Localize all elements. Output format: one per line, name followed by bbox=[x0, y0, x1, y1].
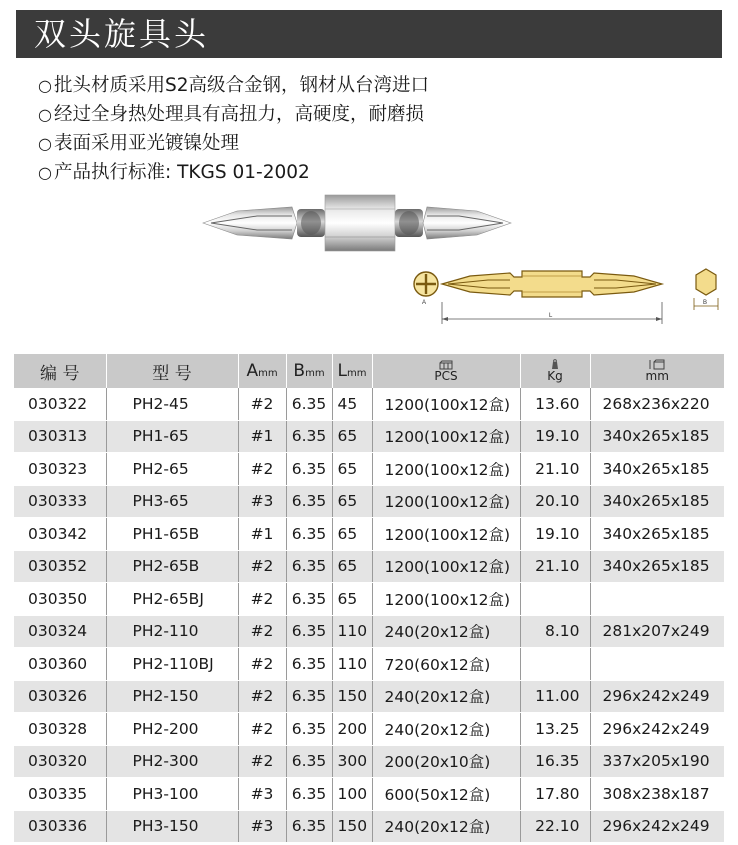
table-row bbox=[14, 615, 724, 648]
cell-model: PH3-150 bbox=[106, 810, 238, 843]
label-a: A bbox=[422, 300, 427, 306]
header-box: mm bbox=[590, 354, 724, 388]
cell-code: 030322 bbox=[14, 388, 106, 420]
cell-a-size: #3 bbox=[238, 778, 286, 811]
cell-a-size: #2 bbox=[238, 583, 286, 616]
cell-length: 110 bbox=[332, 615, 372, 648]
cell-code: 030323 bbox=[14, 453, 106, 486]
cell-weight bbox=[520, 648, 590, 681]
page-title: 双头旋具头 bbox=[34, 15, 210, 53]
cell-code: 030335 bbox=[14, 778, 106, 811]
cell-carton-size: 281x207x249 bbox=[590, 615, 724, 648]
bit-dimension-diagram bbox=[410, 262, 730, 332]
header-kg: Kg bbox=[520, 354, 590, 388]
feature-item bbox=[38, 74, 429, 103]
cell-pcs: 240(20x12盒) bbox=[372, 680, 520, 713]
label-l: L bbox=[549, 313, 553, 319]
cell-pcs: 1200(100x12盒) bbox=[372, 583, 520, 616]
cell-weight: 8.10 bbox=[520, 615, 590, 648]
cell-weight: 19.10 bbox=[520, 420, 590, 453]
cell-model: PH2-110 bbox=[106, 615, 238, 648]
table-row bbox=[14, 680, 724, 713]
table-row bbox=[14, 648, 724, 681]
cell-length: 65 bbox=[332, 518, 372, 551]
feature-list bbox=[38, 74, 429, 190]
cell-length: 65 bbox=[332, 550, 372, 583]
cell-model: PH2-110BJ bbox=[106, 648, 238, 681]
cell-b-size: 6.35 bbox=[286, 485, 332, 518]
circle-bullet-icon: ○ bbox=[38, 76, 52, 95]
cell-carton-size bbox=[590, 583, 724, 616]
cell-b-size: 6.35 bbox=[286, 550, 332, 583]
cell-a-size: #2 bbox=[238, 713, 286, 746]
hex-end-icon bbox=[696, 269, 716, 295]
cell-carton-size: 296x242x249 bbox=[590, 713, 724, 746]
cell-pcs: 240(20x12盒) bbox=[372, 810, 520, 843]
cell-b-size: 6.35 bbox=[286, 713, 332, 746]
table-row bbox=[14, 420, 724, 453]
cell-carton-size: 308x238x187 bbox=[590, 778, 724, 811]
cell-a-size: #2 bbox=[238, 388, 286, 420]
cell-carton-size: 296x242x249 bbox=[590, 810, 724, 843]
cell-model: PH2-45 bbox=[106, 388, 238, 420]
cell-weight: 13.25 bbox=[520, 713, 590, 746]
cell-pcs: 720(60x12盒) bbox=[372, 648, 520, 681]
label-b: B bbox=[703, 300, 708, 306]
cell-code: 030333 bbox=[14, 485, 106, 518]
cell-carton-size: 268x236x220 bbox=[590, 388, 724, 420]
cell-carton-size: 296x242x249 bbox=[590, 680, 724, 713]
cell-b-size: 6.35 bbox=[286, 680, 332, 713]
cell-pcs: 200(20x10盒) bbox=[372, 745, 520, 778]
cell-b-size: 6.35 bbox=[286, 453, 332, 486]
cell-length: 150 bbox=[332, 810, 372, 843]
cell-length: 65 bbox=[332, 583, 372, 616]
feature-item bbox=[38, 132, 429, 161]
cell-model: PH2-65 bbox=[106, 453, 238, 486]
box-stack-icon bbox=[439, 360, 453, 370]
cell-code: 030360 bbox=[14, 648, 106, 681]
cell-a-size: #2 bbox=[238, 648, 286, 681]
cell-length: 110 bbox=[332, 648, 372, 681]
cell-length: 200 bbox=[332, 713, 372, 746]
cell-weight: 16.35 bbox=[520, 745, 590, 778]
cell-length: 100 bbox=[332, 778, 372, 811]
header-pcs: PCS bbox=[372, 354, 520, 388]
cell-pcs: 1200(100x12盒) bbox=[372, 453, 520, 486]
cell-pcs: 1200(100x12盒) bbox=[372, 388, 520, 420]
cell-code: 030313 bbox=[14, 420, 106, 453]
cell-code: 030336 bbox=[14, 810, 106, 843]
feature-text: 经过全身热处理具有高扭力，高硬度，耐磨损 bbox=[53, 104, 424, 125]
spec-table bbox=[14, 354, 724, 843]
cell-b-size: 6.35 bbox=[286, 583, 332, 616]
cell-code: 030350 bbox=[14, 583, 106, 616]
cell-b-size: 6.35 bbox=[286, 518, 332, 551]
cell-weight: 21.10 bbox=[520, 550, 590, 583]
table-row bbox=[14, 583, 724, 616]
cell-carton-size: 340x265x185 bbox=[590, 420, 724, 453]
cell-a-size: #2 bbox=[238, 680, 286, 713]
cell-carton-size: 337x205x190 bbox=[590, 745, 724, 778]
cell-code: 030326 bbox=[14, 680, 106, 713]
table-row bbox=[14, 778, 724, 811]
double-bit-photo bbox=[197, 183, 517, 263]
cell-a-size: #2 bbox=[238, 745, 286, 778]
cell-pcs: 600(50x12盒) bbox=[372, 778, 520, 811]
cell-carton-size: 340x265x185 bbox=[590, 518, 724, 551]
cell-weight: 19.10 bbox=[520, 518, 590, 551]
cell-model: PH2-200 bbox=[106, 713, 238, 746]
cell-weight: 22.10 bbox=[520, 810, 590, 843]
cell-b-size: 6.35 bbox=[286, 388, 332, 420]
table-row bbox=[14, 810, 724, 843]
header-b: Bmm bbox=[286, 354, 332, 388]
cell-carton-size: 340x265x185 bbox=[590, 550, 724, 583]
circle-bullet-icon: ○ bbox=[38, 105, 52, 124]
table-header-row bbox=[14, 354, 724, 388]
cell-length: 300 bbox=[332, 745, 372, 778]
header-a: Amm bbox=[238, 354, 286, 388]
feature-item bbox=[38, 103, 429, 132]
cell-b-size: 6.35 bbox=[286, 745, 332, 778]
cell-a-size: #2 bbox=[238, 453, 286, 486]
cell-code: 030324 bbox=[14, 615, 106, 648]
table-row bbox=[14, 550, 724, 583]
table-row bbox=[14, 485, 724, 518]
header-l: Lmm bbox=[332, 354, 372, 388]
table-row bbox=[14, 388, 724, 420]
cell-pcs: 1200(100x12盒) bbox=[372, 518, 520, 551]
cell-a-size: #2 bbox=[238, 550, 286, 583]
feature-text: 批头材质采用S2高级合金钢，钢材从台湾进口 bbox=[53, 75, 429, 96]
cell-a-size: #3 bbox=[238, 810, 286, 843]
feature-text: 产品执行标准: TKGS 01-2002 bbox=[53, 162, 310, 183]
cell-model: PH1-65 bbox=[106, 420, 238, 453]
cell-a-size: #2 bbox=[238, 615, 286, 648]
cell-b-size: 6.35 bbox=[286, 810, 332, 843]
header-model: 型 号 bbox=[106, 354, 238, 388]
cell-model: PH2-65B bbox=[106, 550, 238, 583]
cell-model: PH2-65BJ bbox=[106, 583, 238, 616]
cell-model: PH3-100 bbox=[106, 778, 238, 811]
cell-weight: 20.10 bbox=[520, 485, 590, 518]
cell-model: PH2-300 bbox=[106, 745, 238, 778]
header-code: 编 号 bbox=[14, 354, 106, 388]
cell-pcs: 240(20x12盒) bbox=[372, 713, 520, 746]
cell-carton-size: 340x265x185 bbox=[590, 453, 724, 486]
cell-length: 65 bbox=[332, 485, 372, 518]
cell-b-size: 6.35 bbox=[286, 648, 332, 681]
cell-model: PH3-65 bbox=[106, 485, 238, 518]
cell-a-size: #3 bbox=[238, 485, 286, 518]
cell-pcs: 1200(100x12盒) bbox=[372, 550, 520, 583]
cell-b-size: 6.35 bbox=[286, 615, 332, 648]
cell-model: PH1-65B bbox=[106, 518, 238, 551]
cell-carton-size bbox=[590, 648, 724, 681]
cell-weight bbox=[520, 583, 590, 616]
cell-carton-size: 340x265x185 bbox=[590, 485, 724, 518]
cell-length: 45 bbox=[332, 388, 372, 420]
cell-code: 030328 bbox=[14, 713, 106, 746]
cell-code: 030320 bbox=[14, 745, 106, 778]
cell-b-size: 6.35 bbox=[286, 420, 332, 453]
table-row bbox=[14, 713, 724, 746]
cell-b-size: 6.35 bbox=[286, 778, 332, 811]
cell-length: 65 bbox=[332, 453, 372, 486]
table-row bbox=[14, 745, 724, 778]
table-row bbox=[14, 518, 724, 551]
cell-pcs: 1200(100x12盒) bbox=[372, 485, 520, 518]
cell-length: 65 bbox=[332, 420, 372, 453]
cell-a-size: #1 bbox=[238, 420, 286, 453]
feature-text: 表面采用亚光镀镍处理 bbox=[53, 133, 239, 154]
title-bar bbox=[16, 10, 722, 58]
cell-weight: 17.80 bbox=[520, 778, 590, 811]
cell-weight: 21.10 bbox=[520, 453, 590, 486]
cell-code: 030342 bbox=[14, 518, 106, 551]
circle-bullet-icon: ○ bbox=[38, 163, 52, 182]
table-row bbox=[14, 453, 724, 486]
circle-bullet-icon: ○ bbox=[38, 134, 52, 153]
cell-code: 030352 bbox=[14, 550, 106, 583]
cell-weight: 11.00 bbox=[520, 680, 590, 713]
cell-pcs: 240(20x12盒) bbox=[372, 615, 520, 648]
cell-weight: 13.60 bbox=[520, 388, 590, 420]
cell-model: PH2-150 bbox=[106, 680, 238, 713]
cell-a-size: #1 bbox=[238, 518, 286, 551]
cell-pcs: 1200(100x12盒) bbox=[372, 420, 520, 453]
cell-length: 150 bbox=[332, 680, 372, 713]
